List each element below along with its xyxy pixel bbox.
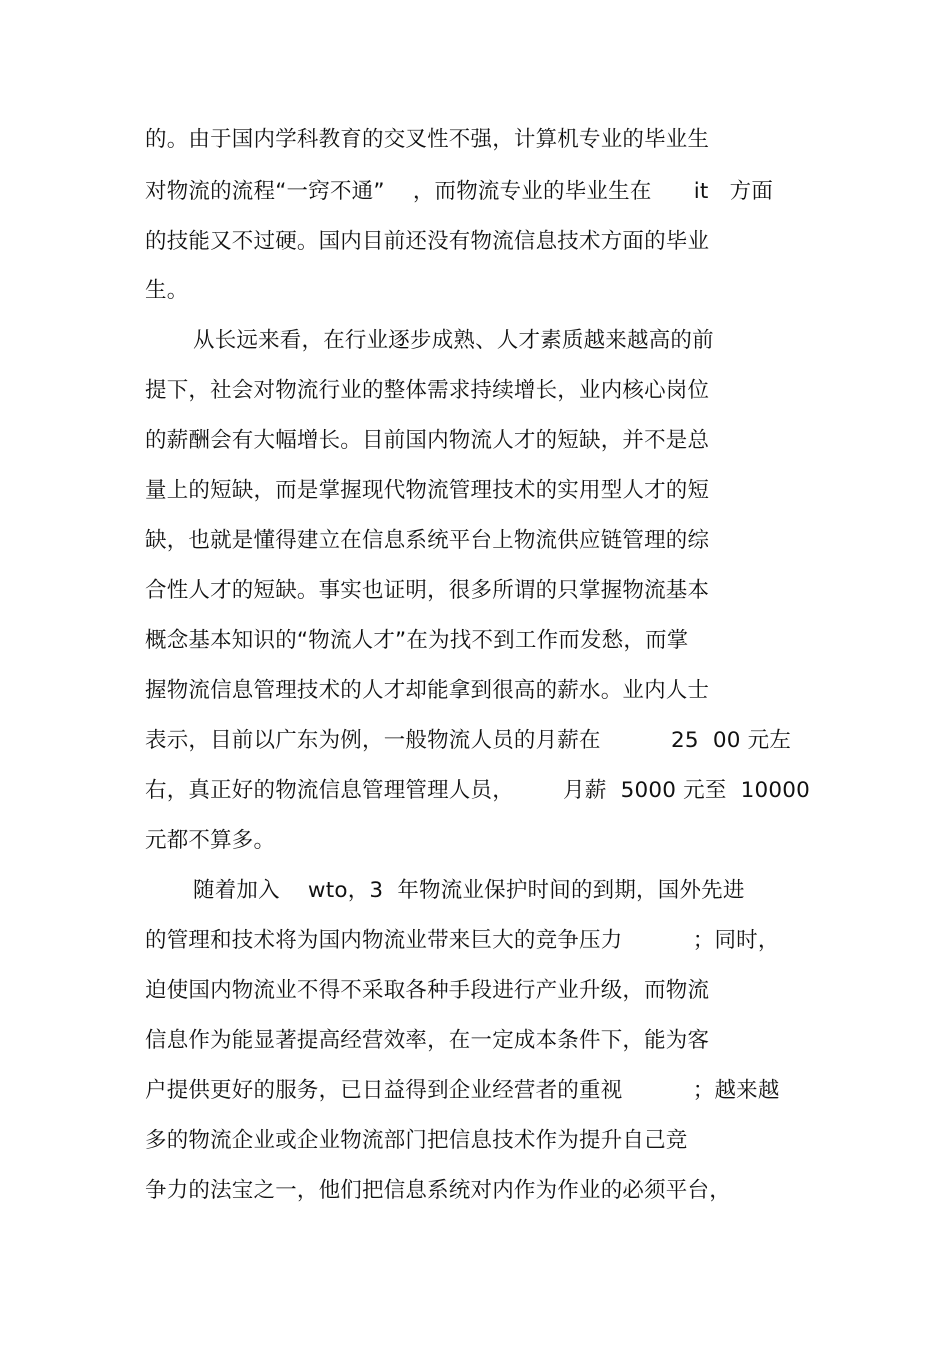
text-line: 表示，目前以广东为例，一般物流人员的月薪在 25 00 元左 — [145, 728, 792, 753]
text-line: 的薪酬会有大幅增长。目前国内物流人才的短缺，并不是总 — [145, 428, 710, 453]
text-line: 握物流信息管理技术的人才却能拿到很高的薪水。业内人士 — [145, 678, 710, 703]
text-line: 迫使国内物流业不得不采取各种手段进行产业升级，而物流 — [145, 978, 710, 1003]
text-line: 户提供更好的服务，已日益得到企业经营者的重视 ；越来越 — [145, 1078, 780, 1103]
text-line: 合性人才的短缺。事实也证明，很多所谓的只掌握物流基本 — [145, 578, 710, 603]
text-line: 量上的短缺，而是掌握现代物流管理技术的实用型人才的短 — [145, 478, 710, 503]
text-line: 概念基本知识的“物流人才”在为找不到工作而发愁，而掌 — [145, 628, 689, 653]
text-line: 生。 — [145, 278, 189, 303]
text-line: 信息作为能显著提高经营效率，在一定成本条件下，能为客 — [145, 1028, 710, 1053]
text-line: 对物流的流程“一窍不通” ，而物流专业的毕业生在 it 方面 — [145, 179, 774, 204]
text-line: 缺，也就是懂得建立在信息系统平台上物流供应链管理的综 — [145, 528, 710, 553]
text-line: 的技能又不过硬。国内目前还没有物流信息技术方面的毕业 — [145, 229, 710, 254]
text-line: 右，真正好的物流信息管理管理人员， 月薪 5000 元至 10000 — [145, 778, 811, 803]
paragraph-first-line: 从长远来看，在行业逐步成熟、人才素质越来越高的前 — [193, 328, 714, 353]
paragraph-first-line: 随着加入 wto，3 年物流业保护时间的到期，国外先进 — [193, 878, 745, 903]
text-line: 多的物流企业或企业物流部门把信息技术作为提升自己竞 — [145, 1128, 688, 1153]
text-line: 提下，社会对物流行业的整体需求持续增长，业内核心岗位 — [145, 378, 710, 403]
text-line: 的。由于国内学科教育的交叉性不强，计算机专业的毕业生 — [145, 127, 710, 152]
text-line: 元都不算多。 — [145, 828, 276, 853]
text-line: 争力的法宝之一，他们把信息系统对内作为作业的必须平台， — [145, 1178, 731, 1203]
text-line: 的管理和技术将为国内物流业带来巨大的竞争压力 ；同时， — [145, 928, 780, 953]
